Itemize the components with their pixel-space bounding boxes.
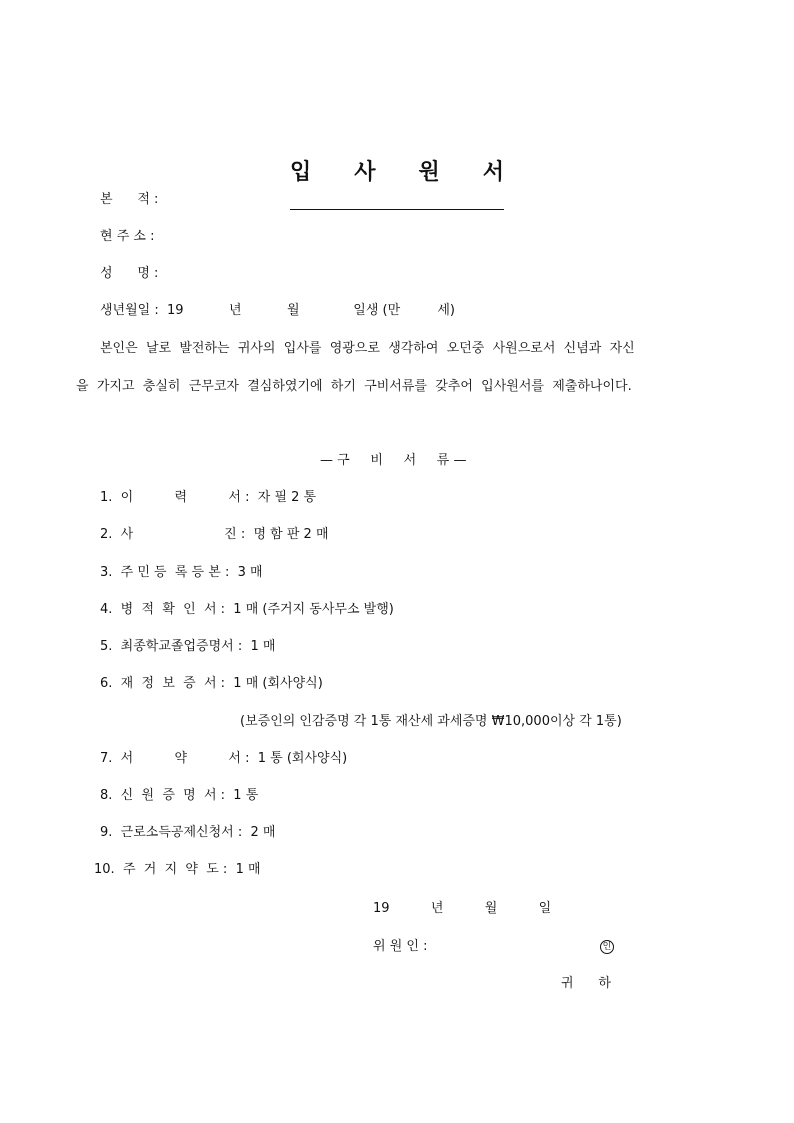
document-item: 10. 주 거 지 약 도 : 1 매 xyxy=(94,862,261,877)
document-item: 5. 최종학교졸업증명서 : 1 매 xyxy=(100,639,276,654)
title-char: 원 xyxy=(418,160,440,185)
body-line-1: 본인은 날로 발전하는 귀사의 입사를 영광으로 생각하여 오던중 사원으로서 신념과 자신 xyxy=(100,341,635,356)
document-item: 3. 주 민 등 록 등 본 : 3 매 xyxy=(100,565,263,580)
seal-text: 인 xyxy=(600,940,614,954)
title-char: 입 xyxy=(290,160,312,185)
page-title xyxy=(290,118,504,210)
document-item-note: (보증인의 인감증명 각 1통 재산세 과세증명 ₩10,000이상 각 1통) xyxy=(240,714,622,729)
field-address: 현 주 소 : xyxy=(100,229,155,244)
document-item: 2. 사 진 : 명 함 판 2 매 xyxy=(100,527,329,542)
date-line: 19 년 월 일 xyxy=(373,901,552,916)
title-char: 사 xyxy=(354,160,376,185)
document-item: 7. 서 약 서 : 1 통 (회사양식) xyxy=(100,751,348,766)
field-birthdate: 생년월일 : 19 년 월 일생 (만 세) xyxy=(100,303,455,318)
document-item: 9. 근로소득공제신청서 : 2 매 xyxy=(100,825,276,840)
document-item: 1. 이 력 서 : 자 필 2 통 xyxy=(100,490,317,505)
seal-mark xyxy=(600,939,614,954)
field-name: 성 명 : xyxy=(100,266,159,281)
required-documents-heading: — 구 비 서 류 — xyxy=(320,453,467,468)
body-line-2: 을 가지고 충실히 근무코자 결심하였기에 하기 구비서류를 갖추어 입사원서를 제출하나이다. xyxy=(76,379,632,394)
document-item: 8. 신 원 증 명 서 : 1 통 xyxy=(100,788,259,803)
document-item: 4. 병 적 확 인 서 : 1 매 (주거지 동사무소 발행) xyxy=(100,602,394,617)
title-char: 서 xyxy=(482,160,504,185)
field-bonjeok: 본 적 : xyxy=(100,192,159,207)
recipient: 귀 하 xyxy=(561,976,611,991)
document-item: 6. 재 정 보 증 서 : 1 매 (회사양식) xyxy=(100,676,323,691)
applicant-label: 위 원 인 : xyxy=(373,939,428,954)
